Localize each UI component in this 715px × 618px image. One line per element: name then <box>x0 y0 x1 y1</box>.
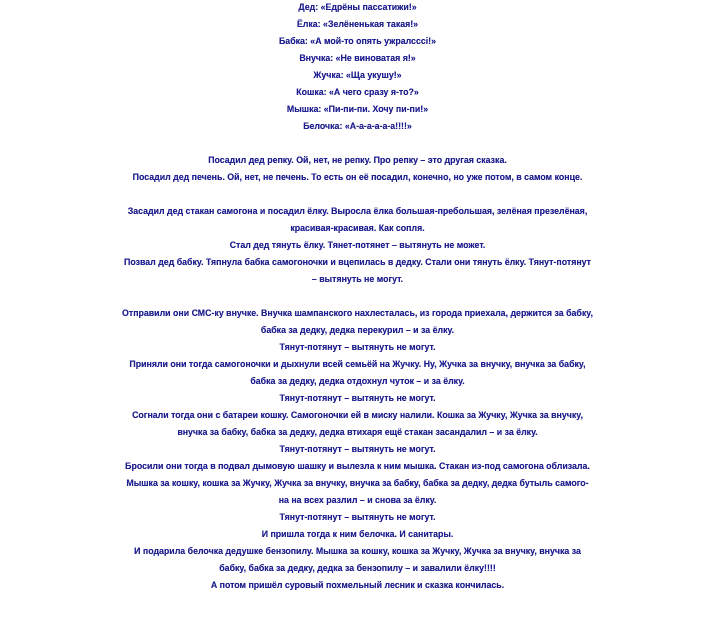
cast-line-myshka: Мышка: «Пи-пи-пи. Хочу пи-пи!» <box>286 104 429 114</box>
text-line: И подарила белочка дедушке бензопилу. Мышка за кошку, кошка за Жучку, Жучка за внучку, внучка за <box>134 546 581 556</box>
text-line: бабку, бабка за дедку, дедка за бензопилу – и завалили ёлку!!!! <box>219 563 496 573</box>
paragraph-dedka-babka <box>0 203 715 288</box>
text-line: Тянут-потянут – вытянуть не могут. <box>279 342 436 352</box>
cast-line-zhuchka: Жучка: «Ща укушу!» <box>313 70 402 80</box>
paragraph-gap <box>0 186 715 203</box>
text-line: красивая-красивая. Как сопля. <box>290 223 425 233</box>
text-line: – вытянуть не могут. <box>311 274 404 284</box>
text-line: бабка за дедку, дедка перекурил – и за ёлку. <box>260 325 455 335</box>
text-line: Тянут-потянут – вытянуть не могут. <box>279 512 436 522</box>
text-line: А потом пришёл суровый похмельный лесник и сказка кончилась. <box>210 580 505 590</box>
cast-line-belochka: Белочка: «А-а-а-а-а-а!!!!» <box>303 121 412 131</box>
text-line: Посадил дед репку. Ой, нет, не репку. Про репку – это другая сказка. <box>208 155 507 165</box>
text-line: Согнали тогда они с батареи кошку. Самогоночки ей в миску налили. Кошка за Жучку, Жучка за внучку, <box>132 410 583 420</box>
text-line: Отправили они СМС-ку внучке. Внучка шампанского нахлесталась, из города приехала, держится за бабку, <box>122 308 593 318</box>
text-line: И пришла тогда к ним белочка. И санитары. <box>261 529 454 539</box>
text-line: Приняли они тогда самогоночки и дыхнули всей семьёй на Жучку. Ну, Жучка за внучку, внучка за бабку, <box>129 359 586 369</box>
text-line: Бросили они тогда в подвал дымовую шашку и вылезла к ним мышка. Стакан из-под самогона облизала. <box>125 461 590 471</box>
cast-line-ded: Дед: «Едрёны пассатижи!» <box>298 2 417 12</box>
text-line: Стал дед тянуть ёлку. Тянет-потянет – вытянуть не может. <box>229 240 486 250</box>
paragraph-gap <box>0 288 715 305</box>
text-line: Тянут-потянут – вытянуть не могут. <box>279 444 436 454</box>
cast-line-koshka: Кошка: «А чего сразу я-то?» <box>296 87 419 97</box>
text-line: бабка за дедку, дедка отдохнул чуток – и за ёлку. <box>250 376 465 386</box>
paragraph-gap <box>0 135 715 152</box>
text-line: Тянут-потянут – вытянуть не могут. <box>279 393 436 403</box>
cast-list <box>0 0 715 135</box>
text-line: Позвал дед бабку. Тяпнула бабка самогоночки и вцепилась в дедку. Стали они тянуть ёлку. Тянут-потянут <box>124 257 591 267</box>
paragraph-intro <box>0 152 715 186</box>
text-line: на на всех разлил – и снова за ёлку. <box>278 495 437 505</box>
text-line: Мышка за кошку, кошка за Жучку, Жучка за внучку, внучка за бабку, бабка за дедку, дедка бутыль самого- <box>126 478 589 488</box>
text-line: внучка за бабку, бабка за дедку, дедка втихаря ещё стакан засандалил – и за ёлку. <box>177 427 538 437</box>
cast-line-yolka: Ёлка: «Зелёненькая такая!» <box>296 19 419 29</box>
cast-line-babka: Бабка: «А мой-то опять ужралсссі!» <box>278 36 437 46</box>
cast-line-vnuchka: Внучка: «Не виноватая я!» <box>299 53 416 63</box>
text-line: Посадил дед печень. Ой, нет, не печень. То есть он её посадил, конечно, но уже потом, в самом конце. <box>132 172 583 182</box>
text-line: Засадил дед стакан самогона и посадил ёлку. Выросла ёлка большая-пребольшая, зелёная презелёная, <box>127 206 588 216</box>
paragraph-main-story <box>0 305 715 594</box>
